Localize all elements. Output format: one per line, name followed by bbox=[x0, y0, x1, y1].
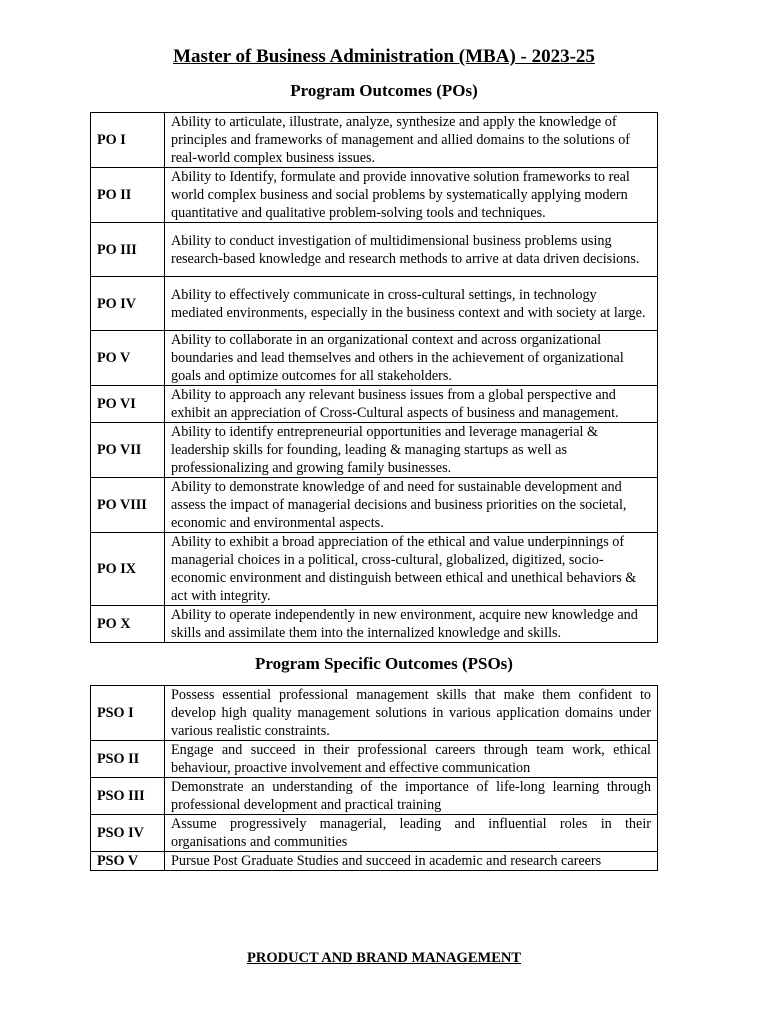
po-code: PO IV bbox=[91, 277, 165, 331]
po-row bbox=[91, 606, 658, 643]
po-description: Ability to collaborate in an organizational context and across organizational boundaries and lead themselves and others in the achievement of organizational goals and optimize outcomes for all stakeholders. bbox=[165, 331, 658, 386]
po-code: PO V bbox=[91, 331, 165, 386]
pso-row bbox=[91, 778, 658, 815]
po-code: PO VIII bbox=[91, 478, 165, 533]
po-row bbox=[91, 113, 658, 168]
po-description: Ability to exhibit a broad appreciation of the ethical and value underpinnings of managerial choices in a political, cross-cultural, globalized, digitized, socio-economic environment and distinguish between ethical and unethical behaviors & act with integrity. bbox=[165, 533, 658, 606]
pso-description: Assume progressively managerial, leading and influential roles in their organisations and communities bbox=[165, 815, 658, 852]
po-description: Ability to effectively communicate in cross-cultural settings, in technology mediated environments, especially in the business context and with society at large. bbox=[165, 277, 658, 331]
po-row bbox=[91, 423, 658, 478]
course-title: PRODUCT AND BRAND MANAGEMENT bbox=[246, 950, 522, 966]
po-code: PO II bbox=[91, 168, 165, 223]
po-section-heading: Program Outcomes (POs) bbox=[290, 81, 478, 100]
po-row bbox=[91, 223, 658, 277]
po-description: Ability to approach any relevant business issues from a global perspective and exhibit an appreciation of Cross-Cultural aspects of business and management. bbox=[165, 386, 658, 423]
po-description: Ability to identify entrepreneurial opportunities and leverage managerial & leadership skills for founding, leading & managing startups as well as professionalizing and growing family businesses. bbox=[165, 423, 658, 478]
pso-description: Possess essential professional management skills that make them confident to develop high quality management solutions in various application domains under various realistic constraints. bbox=[165, 686, 658, 741]
po-row bbox=[91, 386, 658, 423]
pso-row bbox=[91, 852, 658, 871]
po-code: PO X bbox=[91, 606, 165, 643]
document-title: Master of Business Administration (MBA) - 2023-25 bbox=[173, 46, 595, 67]
po-row bbox=[91, 478, 658, 533]
po-code: PO VI bbox=[91, 386, 165, 423]
pso-table bbox=[90, 685, 658, 871]
pso-row bbox=[91, 686, 658, 741]
po-code: PO I bbox=[91, 113, 165, 168]
pso-section-heading: Program Specific Outcomes (PSOs) bbox=[255, 654, 513, 673]
pso-code: PSO III bbox=[91, 778, 165, 815]
po-description: Ability to articulate, illustrate, analyze, synthesize and apply the knowledge of principles and frameworks of management and allied domains to the solutions of real-world complex business issues. bbox=[165, 113, 658, 168]
pso-description: Engage and succeed in their professional careers through team work, ethical behaviour, proactive involvement and effective communication bbox=[165, 741, 658, 778]
po-description: Ability to conduct investigation of multidimensional business problems using research-based knowledge and research methods to arrive at data driven decisions. bbox=[165, 223, 658, 277]
pso-row bbox=[91, 815, 658, 852]
po-row bbox=[91, 277, 658, 331]
pso-code: PSO II bbox=[91, 741, 165, 778]
po-code: PO VII bbox=[91, 423, 165, 478]
pso-code: PSO IV bbox=[91, 815, 165, 852]
po-row bbox=[91, 331, 658, 386]
pso-row bbox=[91, 741, 658, 778]
po-description: Ability to demonstrate knowledge of and need for sustainable development and assess the impact of managerial decisions and business priorities on the societal, economic and environmental aspects. bbox=[165, 478, 658, 533]
pso-code: PSO V bbox=[91, 852, 165, 871]
pso-code: PSO I bbox=[91, 686, 165, 741]
po-row bbox=[91, 533, 658, 606]
po-table bbox=[90, 112, 658, 643]
po-code: PO III bbox=[91, 223, 165, 277]
pso-description: Demonstrate an understanding of the importance of life-long learning through professional development and practical training bbox=[165, 778, 658, 815]
po-description: Ability to operate independently in new environment, acquire new knowledge and skills and assimilate them into the internalized knowledge and skills. bbox=[165, 606, 658, 643]
pso-description: Pursue Post Graduate Studies and succeed in academic and research careers bbox=[165, 852, 658, 871]
po-code: PO IX bbox=[91, 533, 165, 606]
po-row bbox=[91, 168, 658, 223]
po-description: Ability to Identify, formulate and provide innovative solution frameworks to real world complex business and social problems by systematically applying modern quantitative and qualitative problem-solving tools and techniques. bbox=[165, 168, 658, 223]
